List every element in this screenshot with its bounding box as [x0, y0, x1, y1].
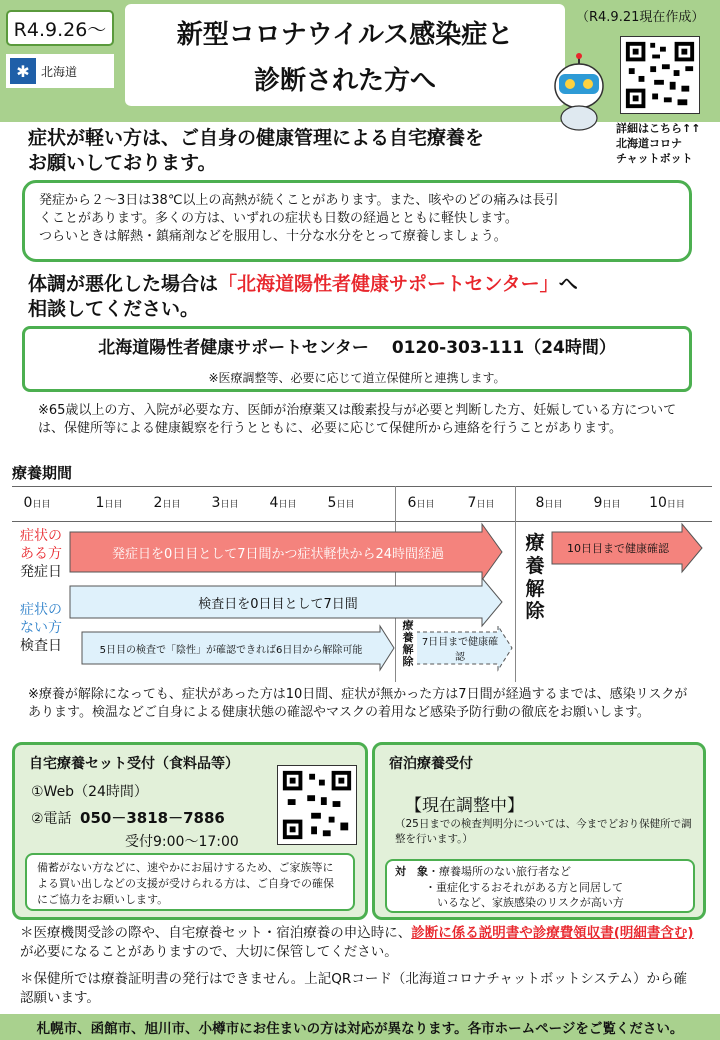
post-release-note: ※療養が解除になっても、症状があった方は10日間、症状が無かった方は7日間が経過するまでは、感染リスクがあります。検温などご自身による健康状態の確認やマスクの着用など感染予防行動の徹底をお願いします。 [28, 687, 688, 721]
symptom-line-2: くことがあります。多くの方は、いずれの症状も日数の経過とともに軽快します。 [39, 210, 518, 226]
symptom-line-1: 発症から２～3日は38℃以上の高熱が続くことがあります。また、咳やのどの痛みは長引 [39, 193, 559, 208]
receipt-note-post: が必要になることがありますので、大切に保管してください。 [20, 944, 398, 961]
kit-title: 自宅療養セット受付（食料品等） [29, 756, 239, 772]
release-mini-label: 療養解除 [399, 620, 417, 668]
support-center-box [22, 326, 692, 392]
title-line-1: 新型コロナウイルス感染症と [176, 20, 514, 50]
chatbot-note-line-2: 北海道コロナ [616, 136, 682, 150]
stay-title: 宿泊療養受付 [389, 756, 473, 772]
stay-status: 【現在調整中】 [405, 796, 524, 816]
mild-heading-line-2: お願いしております。 [28, 151, 217, 174]
receipt-note-pre: ＊医療機関受診の際や、自宅療養セット・宿泊療養の申込時に、 [20, 925, 412, 941]
kit-hours: 受付9:00～17:00 [125, 834, 239, 850]
receipt-keep-note [20, 924, 700, 962]
day-1: 1日目 [95, 495, 123, 511]
symptomatic-arrow-text: 発症日を0日目として7日間かつ症状軽快から24時間経過 [111, 546, 445, 562]
logo-text: 北海道 [41, 64, 78, 79]
day-6: 6日目 [407, 495, 435, 511]
stay-target-line-3: いるなど、家族感染のリスクが高い方 [437, 896, 624, 910]
worse-heading-post: へ [558, 273, 578, 295]
symptom-line-3: つらいときは解熱・鎮痛剤などを服用し、十分な水分をとって療養しましょう。 [39, 228, 507, 244]
stay-target-label: 対 象 [395, 865, 428, 878]
hokkaido-emblem-icon: ✱ [10, 58, 36, 84]
chatbot-note-line-1: 詳細はこちら↑↑ [616, 122, 701, 135]
support-center-name-red: 「北海道陽性者健康サポートセンター」 [218, 273, 559, 295]
footer-note: 札幌市、函館市、旭川市、小樽市にお住まいの方は対応が異なります。各市ホームページをご覧ください。 [0, 1014, 720, 1040]
health-check-7-text: 7日目まで健康確認 [421, 637, 499, 663]
recovery-timeline [12, 486, 712, 682]
asymptomatic-arrow-text: 検査日を0日目として7日間 [198, 596, 358, 612]
mascot-character-icon [548, 52, 610, 132]
mild-symptoms-heading [28, 126, 484, 175]
day5-test-text: 5日目の検査で「陰性」が確認できれば6日目から解除可能 [99, 644, 363, 656]
kit-web-option[interactable]: ①Web（24時間） [31, 784, 148, 800]
day-0: 0日目 [23, 495, 51, 511]
certificate-note: ＊保健所では療養証明書の発行はできません。上記QRコード（北海道コロナチャットボットシステム）から確認願います。 [20, 971, 688, 1007]
chatbot-note [616, 122, 700, 167]
health-observation-note: ※65歳以上の方、入院が必要な方、医師が治療薬又は酸素投与が必要と判断した方、妊娠している方については、保健所等による健康観察を行うとともに、必要に応じて保健所から連絡を行うことがあります。 [38, 403, 677, 436]
support-center-phone[interactable]: 北海道陽性者健康サポートセンター 0120-303-111（24時間） [98, 338, 616, 358]
day-9: 9日目 [593, 495, 621, 511]
stay-target-box [385, 859, 695, 913]
kit-note: 備蓄がない方などに、速やかにお届けするため、ご家族等による買い出しなどの支援が受けられる方は、ご自身での確保にご協力をお願いします。 [25, 853, 355, 911]
day-2: 2日目 [153, 495, 181, 511]
hokkaido-logo [6, 54, 114, 88]
page-title [125, 4, 565, 106]
date-badge: R4.9.26～ [6, 10, 114, 46]
kit-phone-label: ②電話 [31, 811, 72, 827]
kit-qr-code[interactable] [277, 765, 357, 845]
mild-heading-line-1: 症状が軽い方は、ご自身の健康管理による自宅療養を [28, 127, 485, 149]
created-date: （R4.9.21現在作成） [576, 10, 705, 25]
release-label: 療養解除 [525, 532, 545, 623]
worsening-heading [28, 272, 578, 322]
stay-status-note: （25日までの検査判明分については、今までどおり保健所で調整を行います。） [395, 818, 692, 845]
symptomatic-label: 症状の ある方 発症日 [20, 528, 62, 580]
day-4: 4日目 [269, 495, 297, 511]
kit-phone-number[interactable]: 050－3818－7886 [80, 809, 225, 827]
stay-target-line-1: ・療養場所のない旅行者など [428, 865, 571, 878]
home-care-kit-box [12, 742, 368, 920]
day-8: 8日目 [535, 495, 563, 511]
stay-target-line-2: ・重症化するおそれがある方と同居して [425, 880, 623, 894]
receipt-note-red: 診断に係る説明書や診療費領収書(明細書含む) [411, 925, 694, 941]
worse-heading-pre: 体調が悪化した場合は [28, 273, 219, 295]
support-center-note: ※医療調整等、必要に応じて道立保健所と連携します。 [208, 371, 506, 385]
day-7: 7日目 [467, 495, 495, 511]
worse-heading-line-2: 相談してください。 [28, 298, 200, 321]
hotel-care-box [372, 742, 706, 920]
chatbot-note-line-3: チャットボット [616, 151, 693, 165]
asymptomatic-label: 症状の ない方 検査日 [20, 602, 62, 654]
kit-phone[interactable] [31, 807, 225, 828]
recovery-period-label: 療養期間 [12, 464, 73, 482]
day-3: 3日目 [211, 495, 239, 511]
day-10: 10日目 [649, 495, 685, 511]
symptom-info-box [22, 180, 692, 262]
title-line-2: 診断された方へ [253, 66, 436, 96]
health-check-10-text: 10日目まで健康確認 [567, 542, 669, 555]
day-5: 5日目 [327, 495, 355, 511]
chatbot-qr-code[interactable] [620, 36, 700, 114]
